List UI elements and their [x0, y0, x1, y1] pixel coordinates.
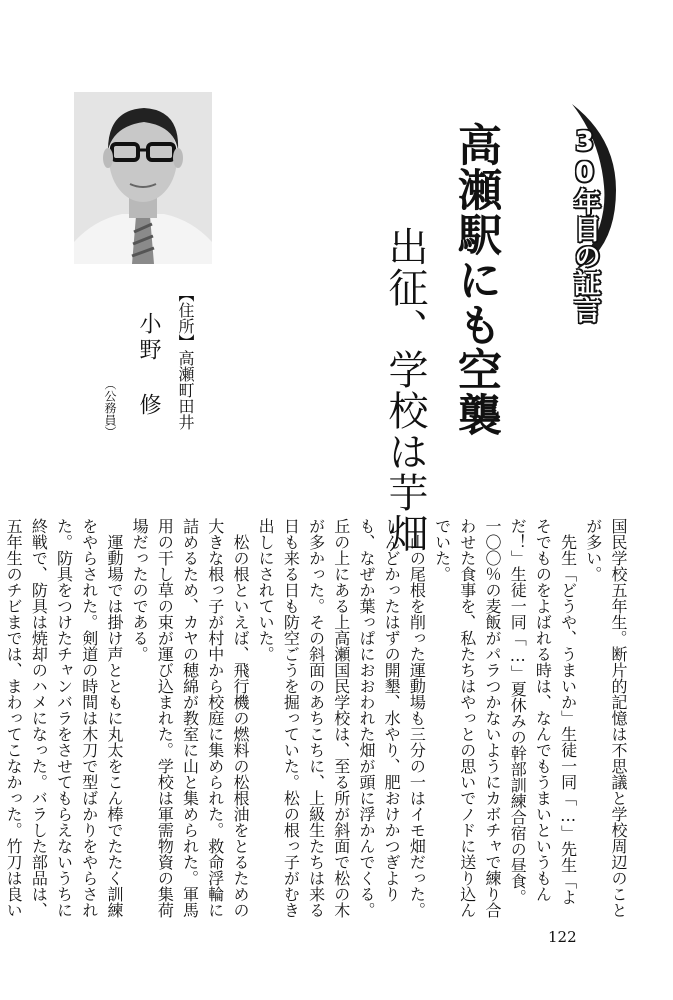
body-paragraph: 運動場では掛け声とともに丸太をこん棒でたたく訓練をやらされた。剣道の時間は木刀で型ばかりをやらされた。防具をつけたチャンバラをさせてもらえないうちに終戦で、防具は焼却のハメになった。バラした部品は、五年生のチビまでは、まわってこなかった。竹刀は良い [4, 518, 124, 918]
article-subtitle: 出征、学校は芋畑 [382, 226, 428, 554]
author-name: 小野 修 [136, 312, 161, 419]
body-paragraph: 国民学校五年生。断片的記憶は不思議と学校周辺のことが多い。 [583, 518, 628, 918]
body-paragraph: 先生「どうや、うまいか」生徒一同「…」先生「よそでものをよばれる時は、なんでもうまいというもんだ！」生徒一同「…」夏休みの幹部訓練合宿の昼食。一〇〇％の麦飯がパラつかないようにカボチャで練り合わせた食事を、私たちはやっとの思いでノドに送り込んでいた。 [432, 518, 578, 918]
author-portrait-photo [74, 92, 212, 264]
author-occupation: （公務員） [103, 378, 117, 438]
page-number: 122 [548, 928, 577, 946]
series-emblem-text: 30年目の証言 [569, 126, 600, 323]
article-body [4, 518, 631, 918]
body-paragraph: 松の根といえば、飛行機の燃料の松根油をとるための大きな根っ子が村中から校庭に集められた。救命浮輪に詰めるため、カヤの穂綿が教室に山と集められた。軍馬用の干し草の束が運び込まれた。学校は軍需物資の集荷場だったのである。 [130, 518, 250, 918]
article-title: 高瀬駅にも空襲 [450, 122, 501, 437]
author-address: 【住所】高瀬町田井 [176, 286, 195, 430]
body-paragraph: 山の尾根を削った運動場も三分の一はイモ畑だった。しんどかったはずの開墾、水やり、肥おけかつぎよりも、なぜか葉っぱにおおわれた畑が頭に浮かんでくる。丘の上にある上高瀬国民学校は、至る所が斜面で松の木が多かった。その斜面のあちこちに、上級生たちは来る日も来る日も防空ごうを掘っていた。松の根っ子がむき出しにされていた。 [256, 518, 427, 918]
